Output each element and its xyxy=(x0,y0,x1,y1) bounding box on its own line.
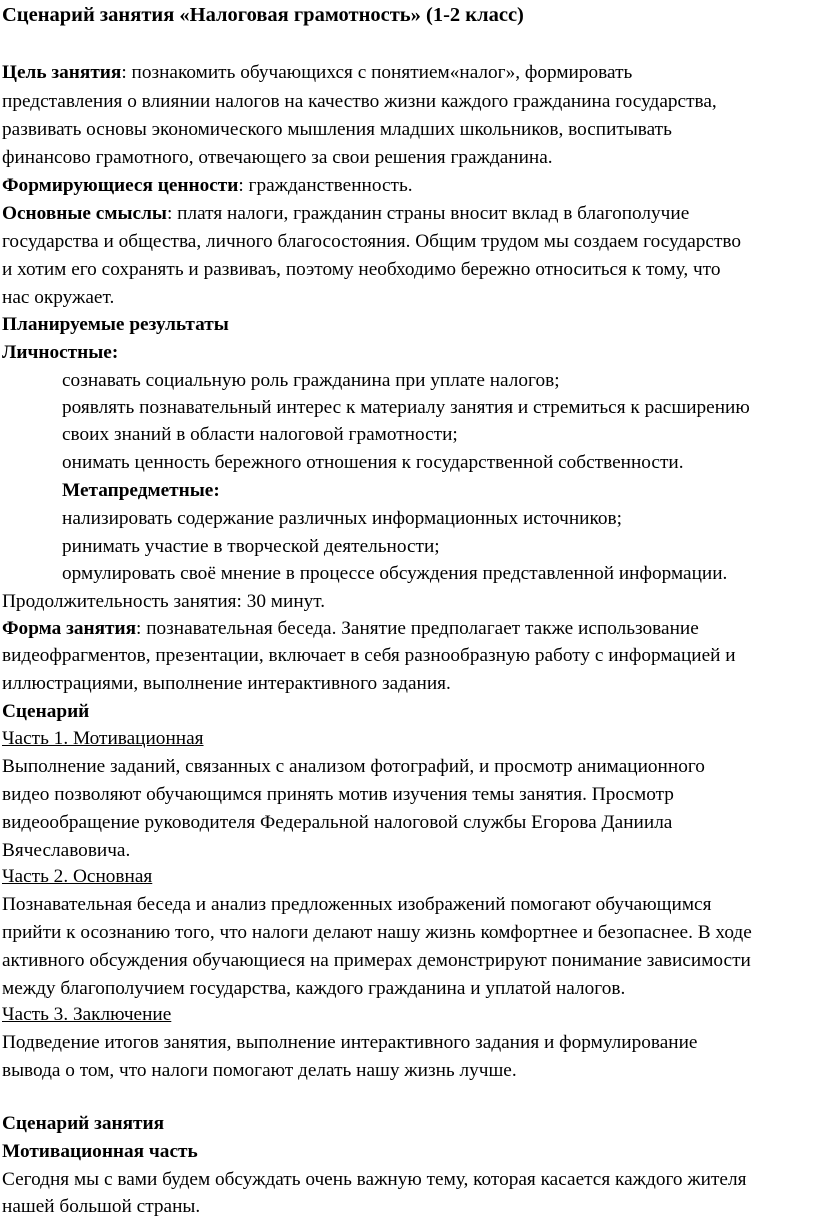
form-line-3: иллюстрациями, выполнение интерактивного задания. xyxy=(2,673,451,694)
form-label: Форма занятия xyxy=(2,618,137,639)
meta-item-3: ормулировать своё мнение в процессе обсуждения представленной информации. xyxy=(62,563,728,584)
goal-text-1: : познакомить обучающихся с понятием«налог», формировать xyxy=(121,62,633,83)
personal-item-2: роявлять познавательный интерес к материалу занятия и стремиться к расширению xyxy=(62,397,750,418)
values-line xyxy=(2,173,413,199)
document-title: Сценарий занятия «Налоговая грамотность» (1-2 класс) xyxy=(2,4,524,26)
results-heading: Планируемые результаты xyxy=(2,314,229,335)
part2-line-4: между благополучием государства, каждого гражданина и уплатой налогов. xyxy=(2,978,626,999)
part2-line-1: Познавательная беседа и анализ предложенных изображений помогают обучающимся xyxy=(2,894,712,915)
part1-line-2: видео позволяют обучающимся принять мотив изучения темы занятия. Просмотр xyxy=(2,784,674,805)
personal-item-3: онимать ценность бережного отношения к государственной собственности. xyxy=(62,452,684,473)
meta-item-1: нализировать содержание различных информационных источников; xyxy=(62,508,622,529)
meanings-line-3: и хотим его сохранять и развиваъ, поэтому необходимо бережно относиться к тому, что xyxy=(2,259,721,280)
personal-item-1: сознавать социальную роль гражданина при уплате налогов; xyxy=(62,370,560,391)
duration-line: Продолжительность занятия: 30 минут. xyxy=(2,591,326,612)
part3-title: Часть 3. Заключение xyxy=(2,1004,172,1025)
meanings-text-1: : платя налоги, гражданин страны вносит вклад в благополучие xyxy=(166,203,690,224)
goal-line-4: финансово грамотного, отвечающего за свои решения гражданина. xyxy=(2,147,553,168)
lesson-line-2: нашей большой страны. xyxy=(2,1196,201,1217)
meta-heading: Метапредметные: xyxy=(62,480,220,501)
lesson-line-1: Сегодня мы с вами будем обсуждать очень важную тему, которая касается каждого жителя xyxy=(2,1169,747,1190)
goal-line-1 xyxy=(2,60,632,86)
meanings-label: Основные смыслы xyxy=(2,203,167,224)
meanings-line-2: государства и общества, личного благосостояния. Общим трудом мы создаем государство xyxy=(2,231,742,252)
values-text: : гражданственность. xyxy=(238,175,413,196)
part1-line-3: видеообращение руководителя Федеральной налоговой службы Егорова Даниила xyxy=(2,812,673,833)
meta-item-2: ринимать участие в творческой деятельности; xyxy=(62,536,440,557)
meanings-line-1 xyxy=(2,201,689,227)
goal-line-3: развивать основы экономического мышления младших школьников, воспитывать xyxy=(2,119,672,140)
form-text-1: : познавательная беседа. Занятие предполагает также использование xyxy=(136,618,699,639)
form-line-1 xyxy=(2,616,699,642)
part2-line-3: активного обсуждения обучающиеся на примерах демонстрируют понимание зависимости xyxy=(2,950,751,971)
personal-item-2-cont: своих знаний в области налоговой грамотности; xyxy=(62,424,458,445)
part1-line-1: Выполнение заданий, связанных с анализом фотографий, и просмотр анимационного xyxy=(2,756,705,777)
part1-line-4: Вячеславовича. xyxy=(2,840,131,861)
goal-line-2: представления о влиянии налогов на качество жизни каждого гражданина государства, xyxy=(2,91,717,112)
part3-line-2: вывода о том, что налоги помогают делать нашу жизнь лучше. xyxy=(2,1060,517,1081)
motivation-heading: Мотивационная часть xyxy=(2,1141,198,1162)
form-line-2: видеофрагментов, презентации, включает в себя разнообразную работу с информацией и xyxy=(2,645,736,666)
lesson-heading: Сценарий занятия xyxy=(2,1113,165,1134)
part1-title: Часть 1. Мотивационная xyxy=(2,728,204,749)
scenario-heading: Сценарий xyxy=(2,701,90,722)
meanings-line-4: нас окружает. xyxy=(2,287,115,308)
goal-label: Цель занятия xyxy=(2,62,122,83)
values-label: Формирующиеся ценности xyxy=(2,175,239,196)
personal-heading: Личностные: xyxy=(2,342,119,363)
part3-line-1: Подведение итогов занятия, выполнение интерактивного задания и формулирование xyxy=(2,1032,698,1053)
part2-line-2: прийти к осознанию того, что налоги делают нашу жизнь комфортнее и безопаснее. В ходе xyxy=(2,922,752,943)
part2-title: Часть 2. Основная xyxy=(2,866,153,887)
